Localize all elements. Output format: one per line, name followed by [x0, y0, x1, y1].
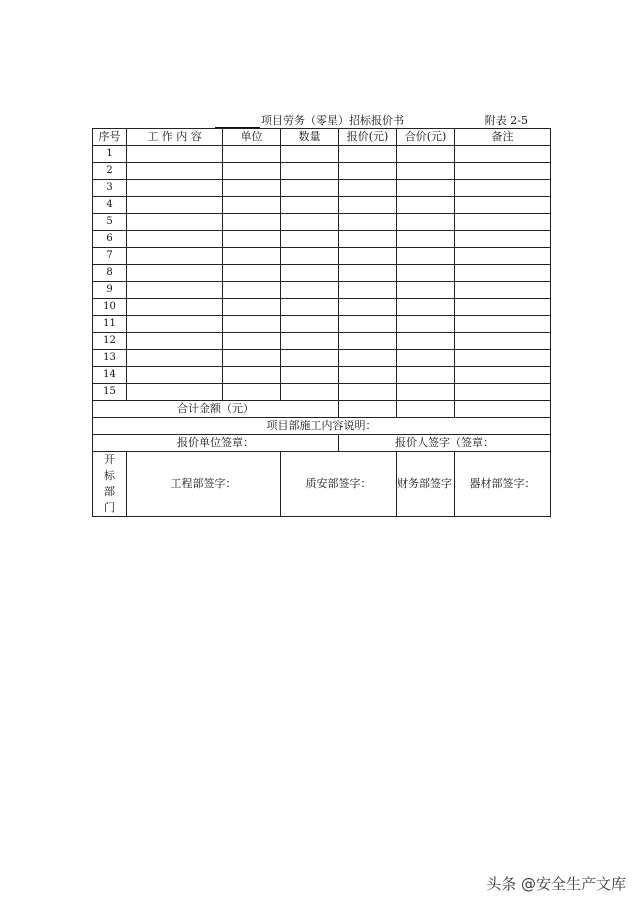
row-number: 13 [93, 350, 127, 367]
bid-quotation-table [92, 128, 551, 517]
column-header: 数量 [281, 129, 339, 146]
quantity-cell[interactable] [281, 299, 339, 316]
remarks-cell[interactable] [455, 163, 551, 180]
row-number: 5 [93, 214, 127, 231]
unit-cell[interactable] [223, 316, 281, 333]
unit-cell[interactable] [223, 384, 281, 401]
remarks-row [93, 418, 551, 435]
work-content-cell[interactable] [127, 163, 223, 180]
quote-cell[interactable] [339, 180, 397, 197]
column-header: 备注 [455, 129, 551, 146]
quantity-cell[interactable] [281, 350, 339, 367]
bidder-unit-seal-label: 报价单位签章： [177, 436, 254, 449]
remarks-cell[interactable] [455, 231, 551, 248]
amount-cell[interactable] [397, 248, 455, 265]
total-amount-label: 合计金额（元） [93, 401, 339, 418]
amount-cell[interactable] [397, 316, 455, 333]
engineering-dept-signature-field[interactable] [127, 452, 281, 517]
unit-cell[interactable] [223, 265, 281, 282]
quantity-cell[interactable] [281, 197, 339, 214]
opening-dept-char: 开 [104, 453, 115, 466]
quote-cell[interactable] [339, 146, 397, 163]
row-number: 6 [93, 231, 127, 248]
unit-cell[interactable] [223, 282, 281, 299]
row-number: 15 [93, 384, 127, 401]
remarks-cell[interactable] [455, 146, 551, 163]
table-header-row [93, 129, 551, 146]
quote-cell[interactable] [339, 333, 397, 350]
column-header: 序号 [93, 129, 127, 146]
table-row [93, 214, 551, 231]
remarks-cell[interactable] [455, 197, 551, 214]
work-content-cell[interactable] [127, 248, 223, 265]
quote-cell[interactable] [339, 384, 397, 401]
amount-cell[interactable] [397, 231, 455, 248]
bidder-signature-field[interactable] [339, 435, 551, 452]
quote-cell[interactable] [339, 231, 397, 248]
opening-dept-char: 标 [104, 469, 115, 482]
quote-cell[interactable] [339, 197, 397, 214]
engineering-dept-label: 工程部签字： [170, 477, 237, 490]
table-row [93, 333, 551, 350]
amount-cell[interactable] [397, 350, 455, 367]
remarks-cell[interactable] [455, 350, 551, 367]
amount-cell[interactable] [397, 282, 455, 299]
bidder-signature-label: 报价人签字（签章： [395, 436, 494, 449]
table-row [93, 282, 551, 299]
amount-cell[interactable] [397, 384, 455, 401]
form-title: 项目劳务（零星）招标报价书 [261, 114, 404, 127]
quantity-cell[interactable] [281, 248, 339, 265]
quote-cell[interactable] [339, 282, 397, 299]
work-content-cell[interactable] [127, 214, 223, 231]
amount-cell[interactable] [397, 197, 455, 214]
total-row [93, 401, 551, 418]
watermark: 头条 @安全生产文库 [486, 875, 626, 893]
quantity-cell[interactable] [281, 316, 339, 333]
column-header: 单位 [223, 129, 281, 146]
work-content-cell[interactable] [127, 333, 223, 350]
work-content-cell[interactable] [127, 384, 223, 401]
appendix-label: 附表 2-5 [484, 114, 528, 127]
work-content-cell[interactable] [127, 180, 223, 197]
table-row [93, 248, 551, 265]
unit-cell[interactable] [223, 146, 281, 163]
quote-cell[interactable] [339, 248, 397, 265]
form-title-line [215, 112, 404, 128]
remarks-cell[interactable] [455, 180, 551, 197]
unit-cell[interactable] [223, 214, 281, 231]
work-content-cell[interactable] [127, 282, 223, 299]
form-header [92, 110, 550, 128]
remarks-cell[interactable] [455, 282, 551, 299]
amount-cell[interactable] [397, 214, 455, 231]
quantity-cell[interactable] [281, 214, 339, 231]
quality-safety-dept-label: 质安部签字： [305, 477, 372, 490]
work-content-cell[interactable] [127, 265, 223, 282]
unit-cell[interactable] [223, 350, 281, 367]
unit-cell[interactable] [223, 367, 281, 384]
table-row [93, 265, 551, 282]
unit-cell[interactable] [223, 231, 281, 248]
row-number: 4 [93, 197, 127, 214]
quantity-cell[interactable] [281, 163, 339, 180]
amount-cell[interactable] [397, 367, 455, 384]
row-number: 11 [93, 316, 127, 333]
quantity-cell[interactable] [281, 282, 339, 299]
table-row [93, 316, 551, 333]
amount-cell[interactable] [397, 163, 455, 180]
amount-cell[interactable] [397, 265, 455, 282]
materials-dept-label: 器材部签字： [469, 477, 536, 490]
quality-safety-dept-signature-field[interactable] [281, 452, 397, 517]
table-row [93, 350, 551, 367]
opening-dept-row [93, 452, 551, 517]
amount-cell[interactable] [397, 180, 455, 197]
remarks-cell[interactable] [455, 214, 551, 231]
amount-cell[interactable] [397, 299, 455, 316]
remarks-cell[interactable] [455, 367, 551, 384]
total-quote-cell[interactable] [339, 401, 397, 418]
opening-dept-label [93, 452, 127, 517]
table-row [93, 146, 551, 163]
opening-dept-char: 门 [104, 501, 115, 514]
amount-cell[interactable] [397, 333, 455, 350]
quote-cell[interactable] [339, 163, 397, 180]
signature-row [93, 435, 551, 452]
row-number: 3 [93, 180, 127, 197]
materials-dept-signature-field[interactable] [455, 452, 551, 517]
table-row [93, 299, 551, 316]
remarks-cell[interactable] [455, 316, 551, 333]
remarks-cell[interactable] [455, 299, 551, 316]
work-content-cell[interactable] [127, 367, 223, 384]
unit-cell[interactable] [223, 248, 281, 265]
row-number: 1 [93, 146, 127, 163]
row-number: 2 [93, 163, 127, 180]
remarks-cell[interactable] [455, 333, 551, 350]
row-number: 14 [93, 367, 127, 384]
total-remarks-cell[interactable] [455, 401, 551, 418]
quantity-cell[interactable] [281, 384, 339, 401]
opening-dept-char: 部 [104, 485, 115, 498]
column-header: 报价(元) [339, 129, 397, 146]
quote-cell[interactable] [339, 214, 397, 231]
amount-cell[interactable] [397, 146, 455, 163]
project-name-blank [215, 117, 260, 128]
unit-cell[interactable] [223, 163, 281, 180]
work-content-cell[interactable] [127, 146, 223, 163]
table-row [93, 367, 551, 384]
remarks-cell[interactable] [455, 384, 551, 401]
column-header: 工 作 内 容 [127, 129, 223, 146]
row-number: 10 [93, 299, 127, 316]
quote-cell[interactable] [339, 265, 397, 282]
quote-cell[interactable] [339, 316, 397, 333]
quantity-cell[interactable] [281, 333, 339, 350]
quantity-cell[interactable] [281, 367, 339, 384]
quantity-cell[interactable] [281, 146, 339, 163]
table-row [93, 163, 551, 180]
remarks-cell[interactable] [455, 265, 551, 282]
row-number: 9 [93, 282, 127, 299]
total-amount-cell[interactable] [397, 401, 455, 418]
work-content-cell[interactable] [127, 231, 223, 248]
table-row [93, 384, 551, 401]
quantity-cell[interactable] [281, 231, 339, 248]
unit-cell[interactable] [223, 333, 281, 350]
work-content-cell[interactable] [127, 299, 223, 316]
remarks-cell[interactable] [455, 248, 551, 265]
unit-cell[interactable] [223, 299, 281, 316]
table-row [93, 197, 551, 214]
work-content-cell[interactable] [127, 316, 223, 333]
construction-notes-field[interactable] [93, 418, 551, 435]
quote-cell[interactable] [339, 350, 397, 367]
unit-cell[interactable] [223, 197, 281, 214]
construction-notes-label: 项目部施工内容说明： [266, 419, 377, 432]
row-number: 12 [93, 333, 127, 350]
finance-dept-signature-field[interactable] [397, 452, 463, 517]
row-number: 7 [93, 248, 127, 265]
quote-cell[interactable] [339, 299, 397, 316]
quantity-cell[interactable] [281, 265, 339, 282]
quantity-cell[interactable] [281, 180, 339, 197]
work-content-cell[interactable] [127, 197, 223, 214]
row-number: 8 [93, 265, 127, 282]
unit-cell[interactable] [223, 180, 281, 197]
bidder-unit-seal-field[interactable] [93, 435, 339, 452]
table-row [93, 231, 551, 248]
quote-cell[interactable] [339, 367, 397, 384]
table-row [93, 180, 551, 197]
column-header: 合价(元) [397, 129, 455, 146]
work-content-cell[interactable] [127, 350, 223, 367]
finance-dept-label: 财务部签字： [397, 477, 463, 490]
